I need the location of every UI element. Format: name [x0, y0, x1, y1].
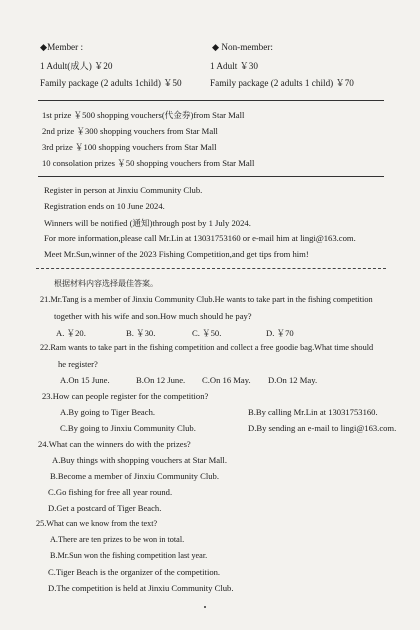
question-24-option-c: C.Go fishing for free all year round.	[48, 487, 173, 497]
question-22-option-b: B.On 12 June.	[136, 375, 186, 385]
note-notification: Winners will be notified (通知)through post by 1 July 2024.	[44, 218, 251, 228]
note-deadline: Registration ends on 10 June 2024.	[44, 201, 165, 211]
divider-line	[38, 176, 384, 177]
question-21-option-a: A. ￥20.	[56, 328, 86, 338]
question-22-stem: 22.Ram wants to take part in the fishing competition and collect a free goodie bag.What time should	[40, 343, 374, 352]
nonmember-adult-price: 1 Adult ￥30	[210, 61, 258, 71]
divider-line	[36, 268, 386, 269]
question-22-stem-cont: he register?	[58, 359, 98, 369]
member-family-price: Family package (2 adults 1child) ￥50	[40, 78, 182, 88]
member-adult-price: 1 Adult(成人) ￥20	[40, 61, 113, 71]
question-25-option-d: D.The competition is held at Jinxiu Community Club.	[48, 583, 234, 593]
question-21-option-b: B. ￥30.	[126, 328, 156, 338]
prize-second: 2nd prize ￥300 shopping vouchers from Star Mall	[42, 126, 218, 136]
question-22-option-d: D.On 12 May.	[268, 375, 318, 385]
section-instruction: 根据材料内容选择最佳答案。	[54, 279, 158, 288]
question-25-stem: 25.What can we know from the text?	[36, 519, 158, 528]
question-25-option-c: C.Tiger Beach is the organizer of the competition.	[48, 567, 221, 577]
question-21-stem-cont: together with his wife and son.How much should he pay?	[54, 311, 252, 321]
question-25-option-b: B.Mr.Sun won the fishing competition last year.	[50, 551, 208, 560]
question-25-option-a: A.There are ten prizes to be won in total.	[50, 535, 185, 544]
question-23-option-a: A.By going to Tiger Beach.	[60, 407, 156, 417]
page-mark	[204, 606, 206, 608]
nonmember-header: ◆ Non-member:	[212, 42, 273, 52]
divider-line	[38, 100, 384, 101]
question-23-option-b: B.By calling Mr.Lin at 13031753160.	[248, 407, 378, 417]
question-23-option-c: C.By going to Jinxiu Community Club.	[60, 423, 196, 433]
question-23-option-d: D.By sending an e-mail to lingi@163.com.	[248, 423, 397, 433]
question-23-stem: 23.How can people register for the competition?	[42, 391, 209, 401]
member-header: ◆Member :	[40, 42, 84, 52]
note-meet-winner: Meet Mr.Sun,winner of the 2023 Fishing Competition,and get tips from him!	[44, 249, 309, 259]
prize-consolation: 10 consolation prizes ￥50 shopping vouchers from Star Mall	[42, 158, 255, 168]
note-register: Register in person at Jinxiu Community Club.	[44, 185, 203, 195]
question-24-option-b: B.Become a member of Jinxiu Community Club.	[50, 471, 219, 481]
question-21-option-c: C. ￥50.	[192, 328, 222, 338]
question-24-stem: 24.What can the winners do with the prizes?	[38, 439, 191, 449]
question-24-option-a: A.Buy things with shopping vouchers at Star Mall.	[52, 455, 227, 465]
prize-first: 1st prize ￥500 shopping vouchers(代金券)from Star Mall	[42, 110, 245, 120]
question-22-option-c: C.On 16 May.	[202, 375, 251, 385]
prize-third: 3rd prize ￥100 shopping vouchers from Star Mall	[42, 142, 217, 152]
question-24-option-d: D.Get a postcard of Tiger Beach.	[48, 503, 162, 513]
question-21-stem: 21.Mr.Tang is a member of Jinxiu Community Club.He wants to take part in the fishing competition	[40, 295, 373, 304]
question-22-option-a: A.On 15 June.	[60, 375, 110, 385]
question-21-option-d: D. ￥70	[266, 328, 294, 338]
note-contact: For more information,please call Mr.Lin at 13031753160 or e-mail him at lingi@163.com.	[44, 233, 356, 243]
nonmember-family-price: Family package (2 adults 1 child) ￥70	[210, 78, 354, 88]
